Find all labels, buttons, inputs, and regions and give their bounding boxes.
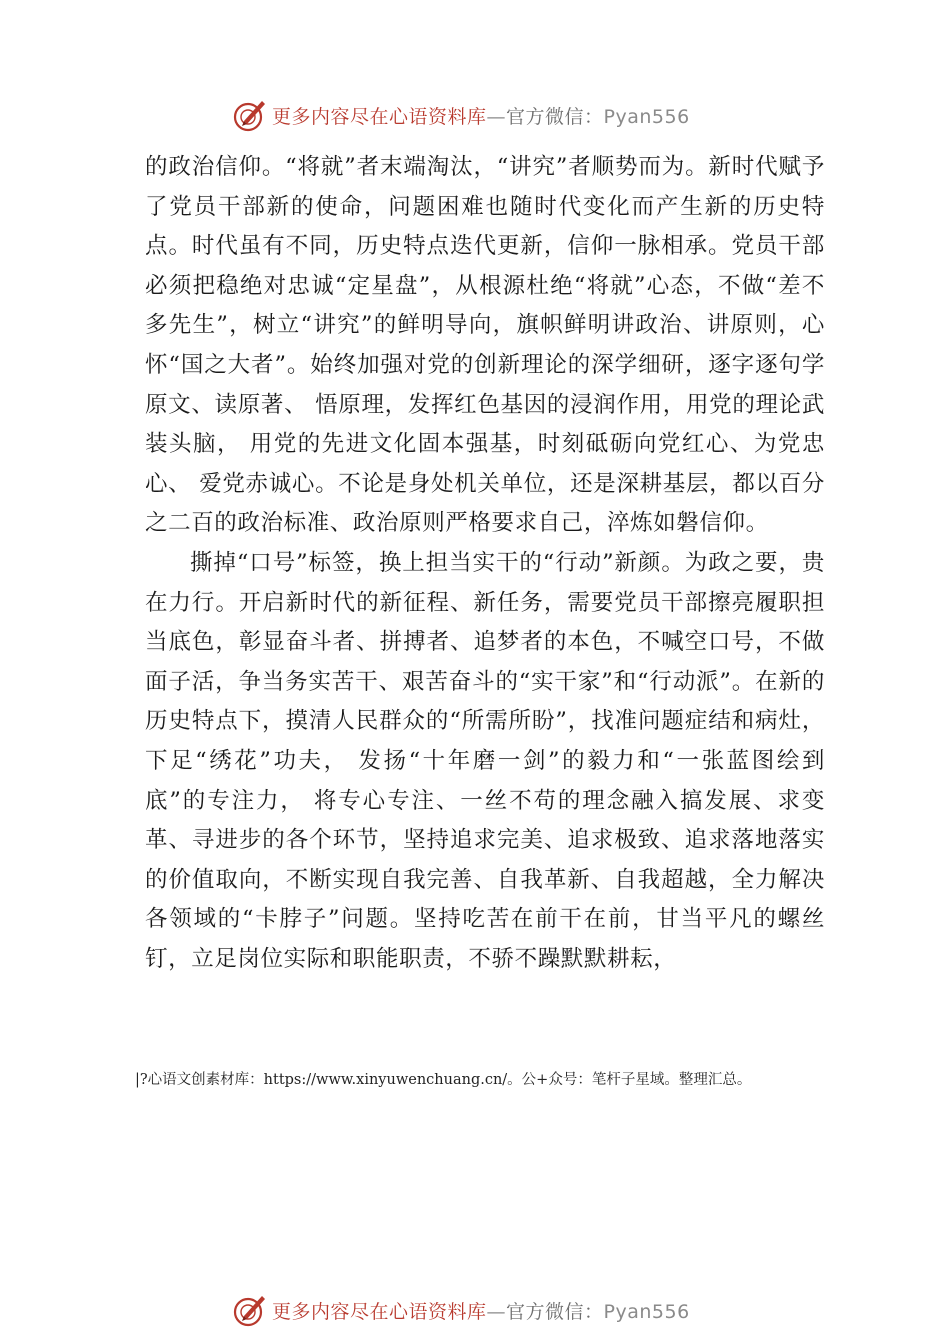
footer-separator: — [486, 1300, 507, 1323]
footer-wechat-id: Pyan556 [603, 1300, 690, 1323]
article-body [145, 148, 825, 979]
footer-brand [272, 1297, 690, 1324]
page-header [232, 95, 690, 135]
paragraph: 撕掉“口号”标签，换上担当实干的“行动”新颜。为政之要，贵在力行。开启新时代的新征程、新任务，需要党员干部擦亮履职担当底色，彰显奋斗者、拼搏者、追梦者的本色，不喊空口号，不做面子活，争当务实苦干、艰苦奋斗的“实干家”和“行动派”。在新的历史特点下，摸清人民群众的“所需所盼”，找准问题症结和病灶，下足“绣花”功夫， 发扬“十年磨一剑”的毅力和“一张蓝图绘到底”的专注力， 将专心专注、一丝不苟的理念融入搞发展、求变革、寻进步的各个环节，坚持追求完美、追求极致、追求落地落实的价值取向，不断实现自我完善、自我革新、自我超越，全力解决各领域的“卡脖子”问题。坚持吃苦在前干在前，甘当平凡的螺丝钉，立足岗位实际和职能职责，不骄不躁默默耕耘， [145, 549, 825, 972]
header-wechat-id: Pyan556 [603, 105, 690, 128]
paragraph: 的政治信仰。“将就”者末端淘汰，“讲究”者顺势而为。新时代赋予了党员干部新的使命，问题困难也随时代变化而产生新的历史特点。时代虽有不同，历史特点迭代更新，信仰一脉相承。党员干部必须把稳绝对忠诚“定星盘”，从根源杜绝“将就”心态，不做“差不多先生”，树立“讲究”的鲜明导向，旗帜鲜明讲政治、讲原则，心怀“国之大者”。始终加强对党的创新理论的深学细研，逐字逐句学原文、读原著、 悟原理，发挥红色基因的浸润作用，用党的理论武装头脑， 用党的先进文化固本强基，时刻砥砺向党红心、为党忠心、 爱党赤诚心。不论是身处机关单位，还是深耕基层，都以百分之二百的政治标准、政治原则严格要求自己，淬炼如磐信仰。 [145, 154, 825, 537]
quill-pen-logo-icon [232, 1292, 268, 1328]
page-footer-banner [232, 1290, 690, 1330]
quill-pen-logo-icon [232, 97, 268, 133]
header-official-label: 官方微信： [506, 105, 604, 128]
header-brand-text: 更多内容尽在心语资料库 [272, 105, 487, 128]
header-separator: — [486, 105, 507, 128]
footer-official-label: 官方微信： [506, 1300, 604, 1323]
source-footnote: |?心语文创素材库：https://www.xinyuwenchuang.cn/。公+众号：笔杆子星域。整理汇总。 [135, 1072, 752, 1088]
footer-brand-text: 更多内容尽在心语资料库 [272, 1300, 487, 1323]
header-brand [272, 102, 690, 129]
